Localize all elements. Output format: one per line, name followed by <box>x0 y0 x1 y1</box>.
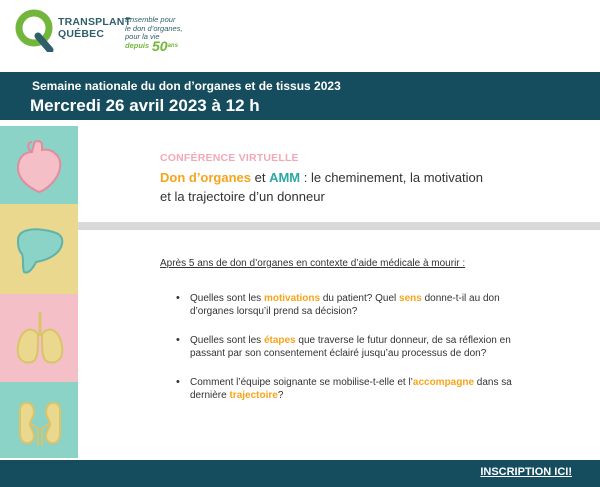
inscription-link[interactable]: INSCRIPTION ICI! <box>480 466 572 478</box>
fifty-years-number: 50 <box>152 38 168 54</box>
tile-lungs <box>0 294 78 382</box>
tagline-line1: Ensemble pour <box>125 15 176 24</box>
tile-kidneys <box>0 382 78 458</box>
title-et: et <box>251 170 270 185</box>
brand-name-line2: QUÉBEC <box>58 28 105 40</box>
heart-icon <box>12 138 66 194</box>
fifty-years-ans: ans <box>167 43 178 49</box>
title-amm: AMM <box>269 170 301 185</box>
list-item: • Comment l’équipe soignante se mobilise-t-elle et l’accompagne dans sa dernière trajectoire? <box>176 376 546 402</box>
title-don-organes: Don d’organes <box>160 170 252 185</box>
brand-name-line1: TRANSPLANT <box>58 16 132 28</box>
brand-name <box>58 16 131 40</box>
footer-bar <box>0 460 600 487</box>
tagline-line2: le don d’organes, <box>125 23 183 33</box>
tagline-line3: pour la vie <box>125 32 160 41</box>
conference-label: CONFÉRENCE VIRTUELLE <box>160 152 299 164</box>
question-list <box>176 292 546 418</box>
title-rest: : le cheminement, la motivation <box>300 170 483 185</box>
list-item: • Quelles sont les motivations du patient? Quel sens donne-t-il au don d’organes lorsqu’il prend sa décision? <box>176 292 546 318</box>
tile-heart <box>0 126 78 204</box>
title-line2: et la trajectoire d’un donneur <box>160 189 325 204</box>
conference-title <box>160 168 560 206</box>
list-item: • Quelles sont les étapes que traverse le futur donneur, de sa réflexion en passant par son consentement éclairé jusqu’au processus de don? <box>176 334 546 360</box>
banner-date: Mercredi 26 avril 2023 à 12 h <box>30 96 260 115</box>
title-banner <box>0 72 600 120</box>
lungs-icon <box>12 306 68 370</box>
intro-text: Après 5 ans de don d’organes en contexte d’aide médicale à mourir : <box>160 258 466 269</box>
banner-subtitle: Semaine nationale du don d’organes et de tissus 2023 <box>32 79 341 93</box>
liver-icon <box>12 216 68 280</box>
transplant-quebec-logo <box>14 8 54 52</box>
fifty-years-badge <box>152 39 178 53</box>
kidneys-icon <box>12 394 68 450</box>
tile-liver <box>0 204 78 294</box>
tagline-depuis: depuis <box>125 40 150 50</box>
section-divider <box>78 222 600 230</box>
